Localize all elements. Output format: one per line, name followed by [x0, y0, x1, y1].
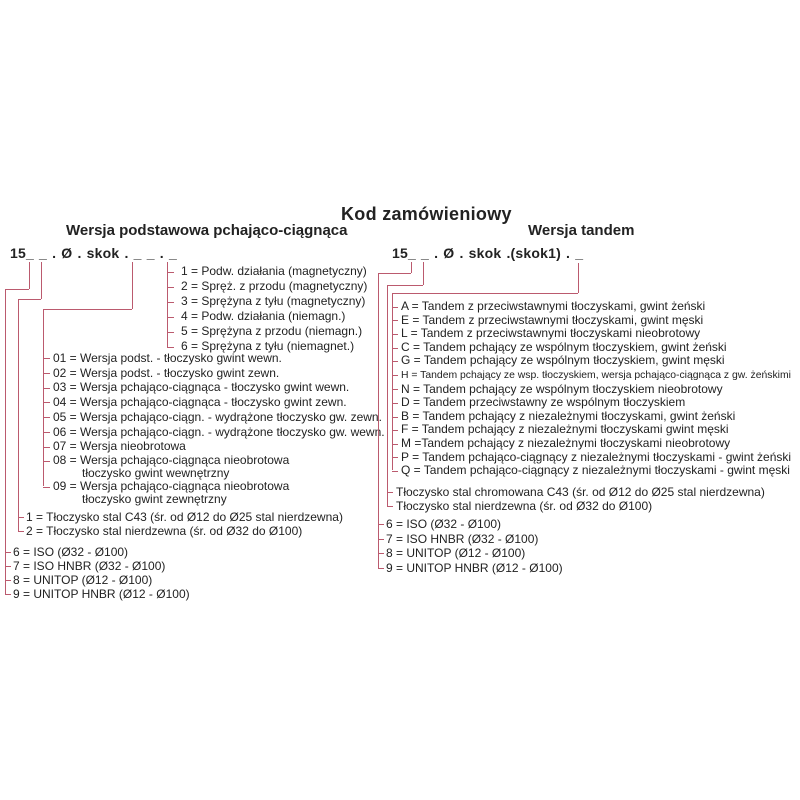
list-item — [53, 395, 385, 410]
option-text: 9 = UNITOP HNBR (Ø12 - Ø100) — [386, 560, 563, 575]
connector-line — [132, 262, 133, 309]
option-text: A = Tandem z przeciwstawnymi tłoczyskami, gwint żeński — [401, 299, 706, 313]
connector-tick — [392, 348, 398, 349]
option-text: D = Tandem przeciwstawny ze wspólnym tłoczyskiem — [401, 395, 686, 410]
list-item — [401, 341, 791, 355]
connector-tick — [392, 444, 398, 445]
connector-tick — [392, 334, 398, 335]
option-text: Tłoczysko stal nierdzewna (śr. od Ø32 do Ø100) — [396, 499, 653, 513]
list-item — [386, 546, 563, 561]
option-text: Q = Tandem pchająco-ciągnący z niezależnymi tłoczyskami - gwint męski — [401, 463, 790, 478]
list-item — [53, 351, 385, 366]
connector-line — [378, 273, 411, 274]
list-item — [13, 559, 190, 573]
connector-tick — [387, 492, 393, 493]
option-text: 6 = Sprężyna z tyłu (niemagnet.) — [181, 339, 355, 353]
connector-line — [411, 262, 412, 273]
list-item — [13, 587, 190, 601]
list-item — [181, 309, 367, 324]
connector-tick — [43, 402, 50, 403]
option-text: 04 = Wersja pchająco-ciągnąca - tłoczysko gwint zewn. — [53, 395, 347, 410]
list-item — [401, 300, 791, 314]
connector-tick — [43, 447, 50, 448]
option-text: 2 = Spręż. z przodu (magnetyczny) — [181, 279, 368, 293]
connector-tick — [392, 430, 398, 431]
option-text: M =Tandem pchający z niezależnymi tłoczyskami nieobrotowy — [401, 435, 731, 450]
connector-tick — [167, 302, 174, 303]
list-item — [396, 499, 765, 513]
connector-tick — [167, 287, 174, 288]
connector-line — [578, 263, 579, 293]
rod-material-list — [26, 510, 343, 538]
list-item — [401, 423, 791, 437]
option-text: Tłoczysko stal chromowana C43 (śr. od Ø12 do Ø25 stal nierdzewna) — [396, 485, 765, 499]
tandem-version-header: Wersja tandem — [528, 222, 635, 239]
list-item — [396, 485, 765, 499]
list-item — [401, 396, 791, 410]
connector-line — [18, 299, 19, 531]
option-text: 8 = UNITOP (Ø12 - Ø100) — [386, 546, 526, 560]
version-list — [53, 351, 385, 506]
connector-tick — [392, 375, 398, 376]
list-item — [386, 517, 563, 532]
connector-line — [167, 262, 168, 347]
option-text: 8 = UNITOP (Ø12 - Ø100) — [13, 573, 153, 587]
option-text: 05 = Wersja pchająco-ciągn. - wydrążone tłoczysko gw. zewn. — [53, 409, 382, 424]
connector-tick — [167, 347, 174, 348]
connector-tick — [43, 373, 50, 374]
option-text: 1 = Tłoczysko stal C43 (śr. od Ø12 do Ø25 stal nierdzewna) — [26, 510, 343, 524]
connector-line — [41, 262, 42, 299]
connector-tick — [167, 272, 174, 273]
connector-tick — [392, 307, 398, 308]
option-text: 07 = Wersja nieobrotowa — [53, 439, 186, 454]
tandem-type-list — [401, 300, 791, 478]
list-item — [181, 294, 367, 309]
list-item — [401, 314, 791, 328]
option-text: 3 = Sprężyna z tyłu (magnetyczny) — [181, 294, 366, 308]
connector-tick — [392, 417, 398, 418]
list-item — [13, 545, 190, 559]
connector-tick — [43, 358, 50, 359]
connector-line — [43, 309, 44, 486]
option-text: 08 = Wersja pchająco-ciągnąca nieobrotowa — [53, 452, 290, 467]
tandem-rod-material-list — [396, 485, 765, 513]
connector-tick — [392, 389, 398, 390]
connector-line — [387, 285, 388, 506]
connector-tick — [378, 553, 384, 554]
list-item — [401, 437, 791, 451]
connector-tick — [43, 388, 50, 389]
option-text: 6 = ISO (Ø32 - Ø100) — [13, 545, 129, 559]
option-text: 4 = Podw. działania (niemagn.) — [181, 309, 346, 323]
connector-tick — [43, 432, 50, 433]
option-text: 06 = Wersja pchająco-ciągn. - wydrążone tłoczysko gw. wewn. — [53, 424, 385, 439]
connector-tick — [5, 594, 11, 595]
option-text: G = Tandem pchający ze wspólnym tłoczyskiem, gwint męski — [401, 353, 725, 368]
option-text: P = Tandem pchająco-ciągnący z niezależnymi tłoczyskami - gwint żeński — [401, 449, 792, 464]
list-item — [401, 327, 791, 341]
option-text: 7 = ISO HNBR (Ø32 - Ø100) — [386, 531, 539, 546]
option-text: 01 = Wersja podst. - tłoczysko gwint wewn. — [53, 351, 282, 365]
seal-type-list — [13, 545, 190, 601]
connector-tick — [378, 524, 384, 525]
option-text: 2 = Tłoczysko stal nierdzewna (śr. od Ø32 do Ø100) — [26, 524, 303, 538]
connector-tick — [392, 471, 398, 472]
list-item — [53, 439, 385, 454]
option-text: 7 = ISO HNBR (Ø32 - Ø100) — [13, 559, 166, 573]
option-text: 03 = Wersja pchająco-ciągnąca - tłoczysko gwint wewn. — [53, 380, 350, 395]
list-item — [386, 561, 563, 576]
spring-type-list — [181, 264, 367, 354]
option-text: 1 = Podw. działania (magnetyczny) — [181, 264, 367, 278]
option-text: H = Tandem pchający ze wsp. tłoczyskiem, wersja pchająco-ciągnąca z gw. żeńskimi — [401, 369, 791, 381]
list-item — [401, 451, 791, 465]
option-text: B = Tandem pchający z niezależnymi tłoczyskami, gwint żeński — [401, 408, 736, 423]
connector-line — [5, 289, 29, 290]
connector-tick — [167, 332, 174, 333]
basic-version-header: Wersja podstawowa pchająco-ciągnąca — [66, 222, 348, 239]
connector-tick — [392, 403, 398, 404]
option-text: C = Tandem pchający ze wspólnym tłoczyskiem, gwint żeński — [401, 339, 727, 354]
list-item — [181, 264, 367, 279]
option-text: F = Tandem pchający z niezależnymi tłoczyskami gwint męski — [401, 422, 729, 437]
connector-line — [18, 299, 41, 300]
connector-line — [423, 262, 424, 285]
list-item — [26, 524, 343, 538]
option-subtext: tłoczysko gwint zewnętrzny — [82, 491, 227, 506]
option-text: E = Tandem z przeciwstawnymi tłoczyskami, gwint męski — [401, 312, 704, 327]
connector-tick — [43, 461, 50, 462]
list-item — [53, 454, 385, 480]
list-item — [401, 354, 791, 368]
list-item — [181, 279, 367, 294]
basic-version-code: 15_ _ . Ø . skok . _ _ . _ — [10, 245, 177, 261]
connector-line — [43, 309, 132, 310]
page-title: Kod zamówieniowy — [341, 204, 512, 224]
option-text: 02 = Wersja podst. - tłoczysko gwint zewn. — [53, 365, 280, 380]
list-item — [53, 410, 385, 425]
connector-tick — [5, 580, 11, 581]
list-item — [53, 480, 385, 506]
connector-tick — [5, 552, 11, 553]
list-item — [401, 410, 791, 424]
connector-tick — [167, 317, 174, 318]
list-item — [13, 573, 190, 587]
list-item — [401, 368, 791, 383]
option-text: N = Tandem pchający ze wspólnym tłoczyskiem nieobrotowy — [401, 381, 723, 396]
connector-line — [392, 293, 578, 294]
connector-tick — [392, 457, 398, 458]
list-item — [181, 324, 367, 339]
tandem-seal-type-list — [386, 517, 563, 575]
list-item — [401, 464, 791, 478]
connector-tick — [378, 568, 384, 569]
connector-tick — [18, 517, 24, 518]
connector-tick — [18, 531, 24, 532]
connector-tick — [378, 539, 384, 540]
connector-tick — [43, 417, 50, 418]
connector-tick — [392, 320, 398, 321]
option-text: 5 = Sprężyna z przodu (niemagn.) — [181, 324, 363, 338]
list-item — [53, 380, 385, 395]
option-text: L = Tandem z przeciwstawnymi tłoczyskami nieobrotowy — [401, 326, 701, 341]
list-item — [53, 425, 385, 440]
connector-line — [29, 262, 30, 289]
option-text: 9 = UNITOP HNBR (Ø12 - Ø100) — [13, 587, 190, 601]
option-text: 09 = Wersja pchająco-ciągnąca nieobrotowa — [53, 478, 290, 493]
connector-tick — [43, 487, 50, 488]
list-item — [53, 366, 385, 381]
connector-tick — [387, 506, 393, 507]
connector-tick — [5, 566, 11, 567]
connector-tick — [392, 361, 398, 362]
list-item — [26, 510, 343, 524]
list-item — [401, 383, 791, 397]
option-subtext: tłoczysko gwint wewnętrzny — [82, 465, 230, 480]
connector-line — [387, 285, 423, 286]
list-item — [386, 532, 563, 547]
option-text: 6 = ISO (Ø32 - Ø100) — [386, 517, 502, 531]
connector-line — [5, 289, 6, 594]
tandem-version-code: 15_ _ . Ø . skok .(skok1) . _ — [392, 245, 584, 261]
